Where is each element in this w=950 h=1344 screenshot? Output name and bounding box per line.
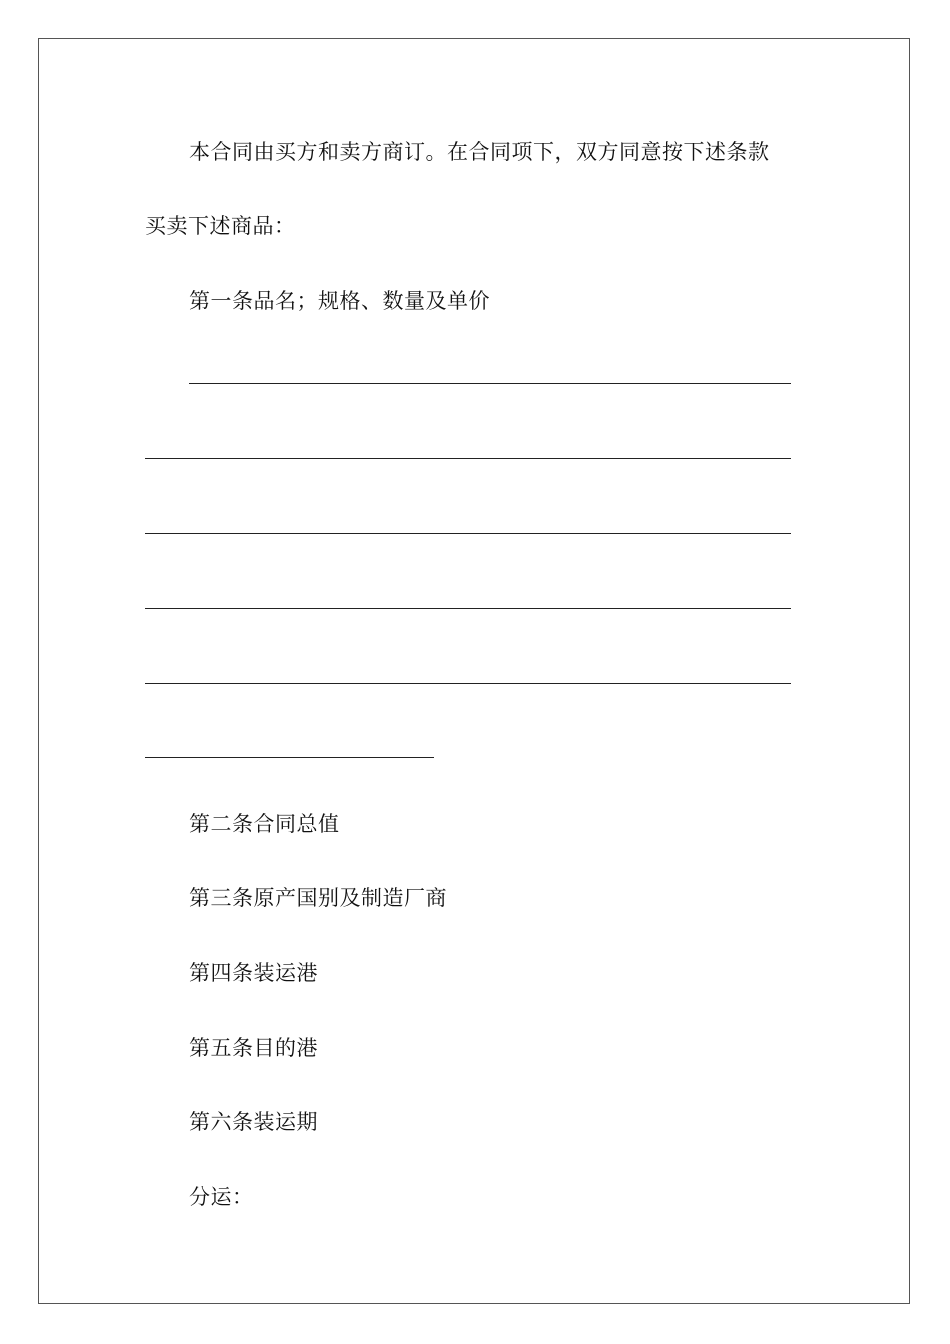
fill-in-line xyxy=(145,608,791,609)
fill-in-line xyxy=(145,533,791,534)
fill-in-line xyxy=(145,683,791,684)
article-6-heading: 第六条装运期 xyxy=(189,1110,318,1134)
article-2-heading: 第二条合同总值 xyxy=(189,812,340,836)
fill-in-line xyxy=(145,458,791,459)
partial-shipment-label: 分运： xyxy=(189,1185,254,1209)
intro-paragraph-line-2: 买卖下述商品： xyxy=(145,214,296,238)
article-3-heading: 第三条原产国别及制造厂商 xyxy=(189,886,447,910)
fill-in-line xyxy=(145,757,434,758)
article-4-heading: 第四条装运港 xyxy=(189,961,318,985)
article-1-heading: 第一条品名；规格、数量及单价 xyxy=(189,289,490,313)
article-5-heading: 第五条目的港 xyxy=(189,1036,318,1060)
fill-in-line xyxy=(189,383,791,384)
intro-paragraph-line-1: 本合同由买方和卖方商订。在合同项下，双方同意按下述条款 xyxy=(189,140,770,164)
